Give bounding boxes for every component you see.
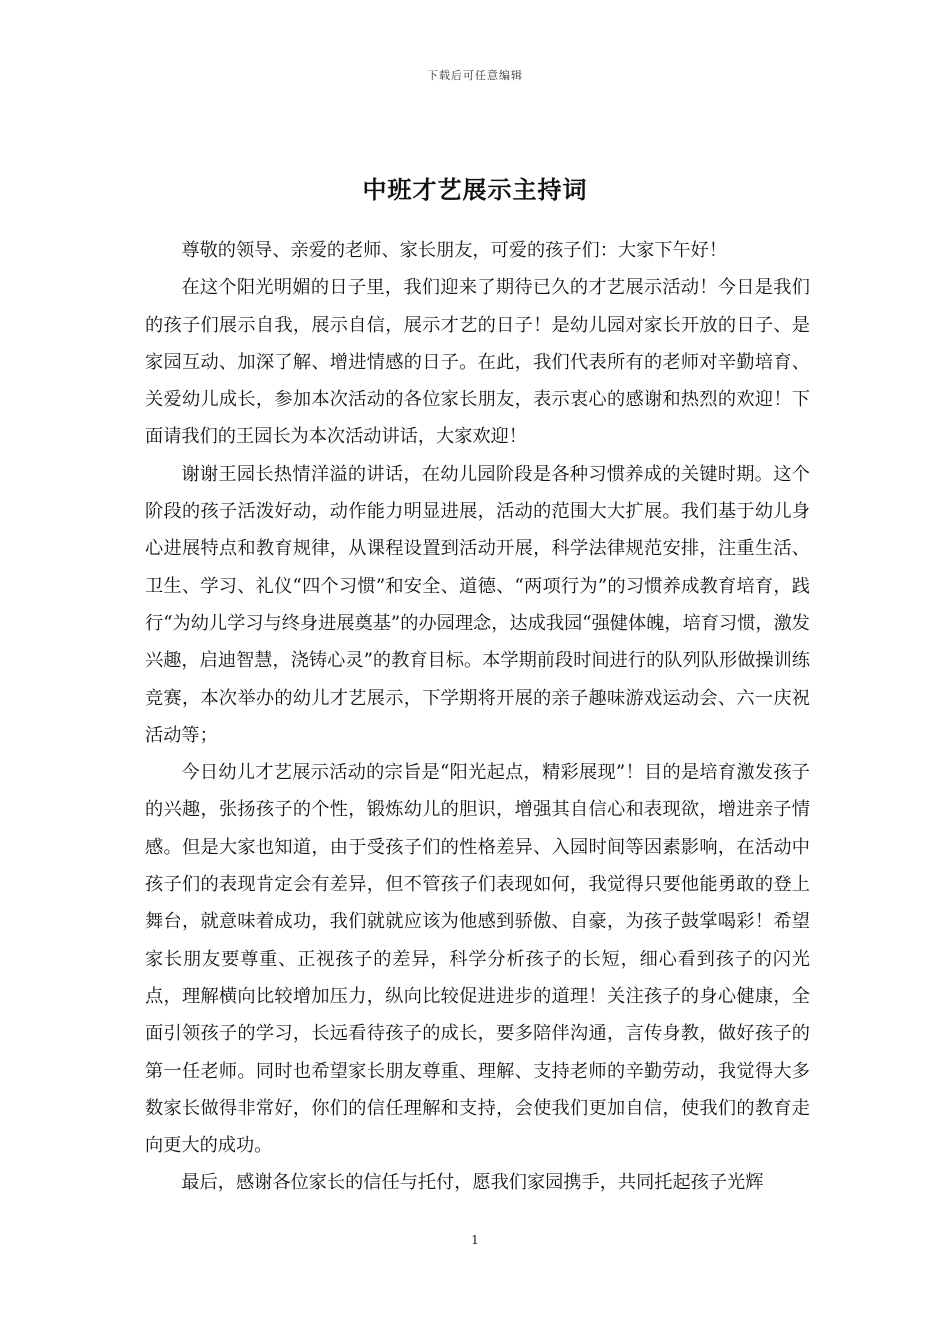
paragraph-education-goals: 谢谢王园长热情洋溢的讲话，在幼儿园阶段是各种习惯养成的关键时期。这个阶段的孩子活泼好动，动作能力明显进展，活动的范围大大扩展。我们基于幼儿身心进展特点和教育规律，从课程设置到活动开展，科学法律规范安排，注重生活、卫生、学习、礼仪“四个习惯”和安全、道德、“两项行为”的习惯养成教育培育，践行“为幼儿学习与终身进展奠基”的办园理念，达成我园“强健体魄，培育习惯，激发兴趣，启迪智慧，浇铸心灵”的教育目标。本学期前段时间进行的队列队形做操训练竞赛，本次举办的幼儿才艺展示，下学期将开展的亲子趣味游戏运动会、六一庆祝活动等； [145, 463, 810, 746]
page-number: 1 [471, 1233, 479, 1247]
paragraph-welcome: 在这个阳光明媚的日子里，我们迎来了期待已久的才艺展示活动！今日是我们的孩子们展示自我，展示自信，展示才艺的日子！是幼儿园对家长开放的日子、是家园互动、加深了解、增进情感的日子。在此，我们代表所有的老师对辛勤培育、关爱幼儿成长，参加本次活动的各位家长朋友，表示衷心的感谢和热烈的欢迎！下面请我们的王园长为本次活动讲话，大家欢迎！ [145, 277, 810, 448]
page-header-note: 下载后可任意编辑 [427, 69, 523, 82]
paragraph-activity-purpose: 今日幼儿才艺展示活动的宗旨是“阳光起点，精彩展现”！目的是培育激发孩子的兴趣，张扬孩子的个性，锻炼幼儿的胆识，增强其自信心和表现欲，增进亲子情感。但是大家也知道，由于受孩子们的性格差异、入园时间等因素影响，在活动中孩子们的表现肯定会有差异，但不管孩子们表现如何，我觉得只要他能勇敢的登上舞台，就意味着成功，我们就就应该为他感到骄傲、自豪，为孩子鼓掌喝彩！希望家长朋友要尊重、正视孩子的差异，科学分析孩子的长短，细心看到孩子的闪光点，理解横向比较增加压力，纵向比较促进进步的道理！关注孩子的身心健康，全面引领孩子的学习，长远看待孩子的成长，要多陪伴沟通，言传身教，做好孩子的第一任老师。同时也希望家长朋友尊重、理解、支持老师的辛勤劳动，我觉得大多数家长做得非常好，你们的信任理解和支持，会使我们更加自信，使我们的教育走向更大的成功。 [145, 762, 810, 1157]
paragraph-greeting: 尊敬的领导、亲爱的老师、家长朋友，可爱的孩子们：大家下午好！ [181, 240, 728, 261]
paragraph-closing: 最后，感谢各位家长的信任与托付，愿我们家园携手，共同托起孩子光辉 [181, 1172, 764, 1194]
document-title: 中班才艺展示主持词 [362, 175, 588, 205]
document-body [145, 232, 810, 1202]
